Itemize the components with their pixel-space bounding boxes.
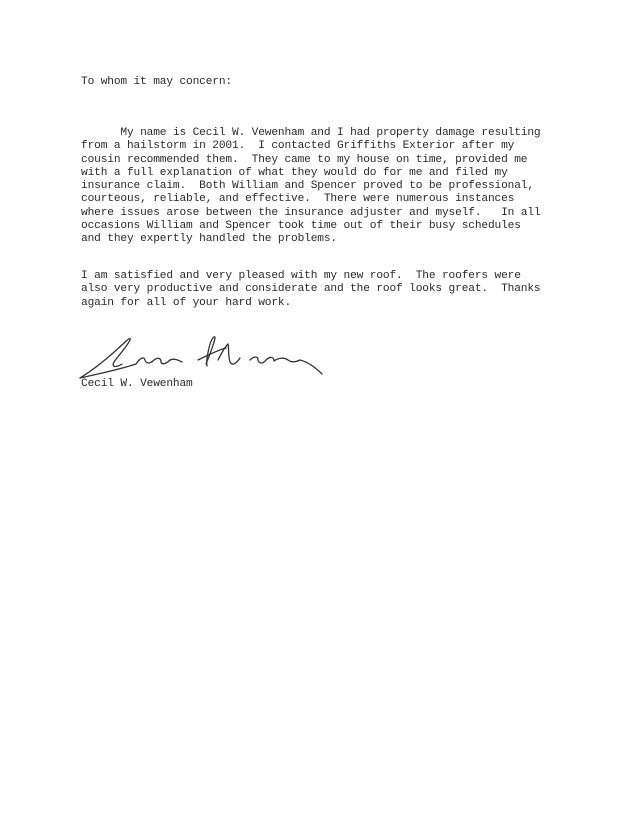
salutation: To whom it may concern: [81, 76, 232, 88]
body-paragraph-1: My name is Cecil W. Vewenham and I had property damage resulting from a hailstorm in 2001. I contacted Griffiths Exterior after my cousin recommended them. They came to my house on time, provided me with a full explanation of what they would do for me and filed my insurance claim. Both William and Spencer proved to be professional, courteous, reliable, and effective. There were numerous instances where issues arose between the insurance adjuster and myself. In all occasions William and Spencer took time out of their busy schedules and they expertly handled the problems. [81, 127, 541, 246]
body-paragraph-2: I am satisfied and very pleased with my new roof. The roofers were also very productive and considerate and the roof looks great. Thanks again for all of your hard work. [81, 270, 541, 309]
signer-name: Cecil W. Vewenham [81, 378, 193, 390]
handwritten-signature [78, 330, 328, 382]
